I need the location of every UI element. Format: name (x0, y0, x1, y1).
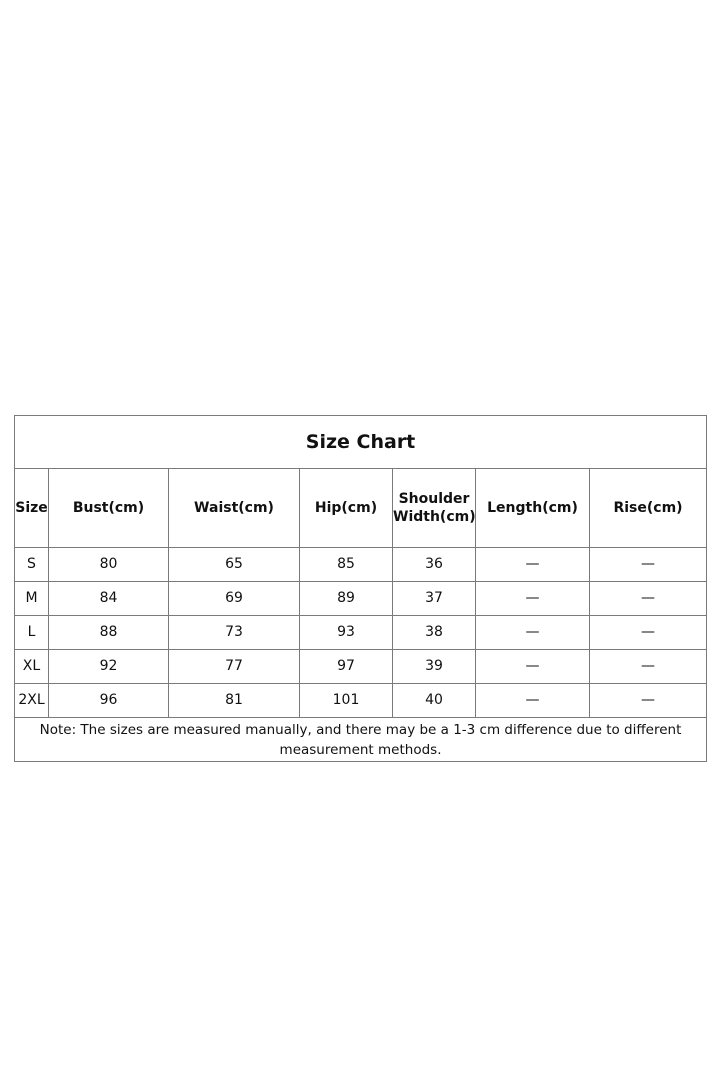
table-row (15, 582, 707, 616)
size-chart-table (14, 415, 707, 762)
cell-bust: 96 (49, 684, 169, 718)
header-hip: Hip(cm) (300, 469, 393, 548)
cell-rise: — (590, 582, 707, 616)
cell-bust: 80 (49, 548, 169, 582)
cell-shoulder-width: 40 (393, 684, 476, 718)
cell-waist: 77 (169, 650, 300, 684)
cell-size: XL (15, 650, 49, 684)
cell-shoulder-width: 38 (393, 616, 476, 650)
cell-rise: — (590, 548, 707, 582)
cell-length: — (476, 582, 590, 616)
cell-shoulder-width: 36 (393, 548, 476, 582)
cell-size: L (15, 616, 49, 650)
cell-hip: 85 (300, 548, 393, 582)
cell-length: — (476, 684, 590, 718)
header-waist: Waist(cm) (169, 469, 300, 548)
title-row (15, 416, 707, 469)
cell-shoulder-width: 37 (393, 582, 476, 616)
header-shoulder-width: Shoulder Width(cm) (393, 469, 476, 548)
cell-size: M (15, 582, 49, 616)
cell-waist: 81 (169, 684, 300, 718)
header-row (15, 469, 707, 548)
cell-waist: 65 (169, 548, 300, 582)
cell-hip: 97 (300, 650, 393, 684)
header-size: Size (15, 469, 49, 548)
cell-shoulder-width: 39 (393, 650, 476, 684)
cell-hip: 93 (300, 616, 393, 650)
cell-waist: 69 (169, 582, 300, 616)
table-row (15, 684, 707, 718)
cell-length: — (476, 548, 590, 582)
cell-waist: 73 (169, 616, 300, 650)
cell-length: — (476, 616, 590, 650)
cell-rise: — (590, 616, 707, 650)
table-row (15, 548, 707, 582)
table-row (15, 616, 707, 650)
cell-hip: 89 (300, 582, 393, 616)
cell-bust: 84 (49, 582, 169, 616)
header-length: Length(cm) (476, 469, 590, 548)
cell-size: S (15, 548, 49, 582)
cell-bust: 92 (49, 650, 169, 684)
cell-length: — (476, 650, 590, 684)
cell-hip: 101 (300, 684, 393, 718)
cell-bust: 88 (49, 616, 169, 650)
cell-size: 2XL (15, 684, 49, 718)
cell-rise: — (590, 684, 707, 718)
note-row (15, 718, 707, 762)
header-rise: Rise(cm) (590, 469, 707, 548)
cell-rise: — (590, 650, 707, 684)
measurement-note: Note: The sizes are measured manually, and there may be a 1-3 cm difference due to different measurement methods. (15, 718, 707, 762)
table-row (15, 650, 707, 684)
header-bust: Bust(cm) (49, 469, 169, 548)
chart-title: Size Chart (15, 416, 707, 469)
